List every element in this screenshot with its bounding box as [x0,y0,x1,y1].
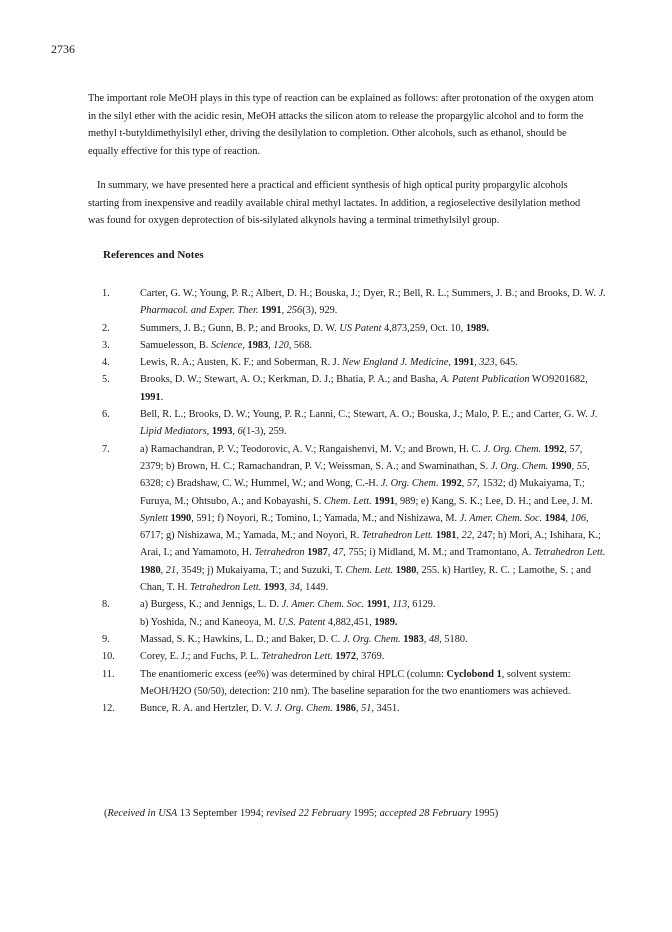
reference-text: a) Ramachandran, P. V.; Teodorovic, A. V.; Rangaishenvi, M. V.; and Brown, H. C. J. Org. Chem. 1992, 57, 2379; b) Brown, H. C.; Ramachandran, P. V.; Weissman, S. A.; and Swaminathan, S. J. Org. Chem. 1990, 55, 6328; c) Bradshaw, C. W.; Hummel, W.; and Wong, C.-H. J. Org. Chem. 1992, 57, 1532; d) Mukaiyama, T.; Furuya, M.; Ohtsubo, A.; and Kobayashi, S. Chem. Lett. 1991, 989; e) Kang, S. K.; Lee, D. H.; and Lee, J. M. Synlett 1990, 591; f) Noyori, R.; Tomino, I.; Yamada, M.; and Nishizawa, M. J. Amer. Chem. Soc. 1984, 106, 6717; g) Nishizawa, M.; Yamada, M.; and Noyori, R. Tetrahedron Lett. 1981, 22, 247; h) Mori, A.; Ishihara, K.; Arai, I.; and Yamamoto, H. Tetrahedron 1987, 47, 755; i) Midland, M. M.; and Tramontano, A. Tetrahedron Lett. 1980, 21, 3549; j) Mukaiyama, T.; and Suzuki, T. Chem. Lett. 1980, 255. k) Hartley, R. C. ; Lamothe, S. ; and Chan, T. H. Tetrahedron Lett. 1993, 34, 1449. [140,443,606,594]
reference-number: 1. [102,288,110,299]
reference-number: 11. [102,668,115,680]
reference-text: Carter, G. W.; Young, P. R.; Albert, D. H.; Bouska, J.; Dyer, R.; Bell, R. L.; Summers, J. B.; and Brooks, D. W. J. Pharmacol. and Exper. Ther. 1991, 256(3), 929. [140,288,606,317]
reference-text: Summers, J. B.; Gunn, B. P.; and Brooks, D. W. US Patent 4,873,259, Oct. 10, 1989. [140,322,489,334]
reference-number: 3. [102,339,110,351]
accepted-year: 1995) [473,808,499,819]
revised-label: revised [266,808,296,819]
reference-number: 8. [102,599,110,611]
accepted-label: accepted [379,808,417,819]
received-date: 13 September [179,808,238,819]
received-line [104,808,498,819]
reference-item [88,596,608,631]
reference-text: Corey, E. J.; and Fuchs, P. L. Tetrahedron Lett. 1972, 3769. [140,651,385,663]
reference-item [88,631,608,648]
reference-item [88,371,608,406]
reference-number: 9. [102,633,110,645]
references-list [88,285,608,717]
body-paragraph-1: The important role MeOH plays in this type of reaction can be explained as follows: after protonation of the oxygen atom in the silyl ether with the acidic resin, MeOH attacks the silicon atom to release the propargylic alcohol and to form the methyl t-butyldimethylsilyl ether, driving the desilylation to completion. Other alcohols, such as ethanol, should be equally effective for this type of reaction. [88,93,594,157]
reference-text: Bunce, R. A. and Hertzler, D. V. J. Org. Chem. 1986, 51, 3451. [140,703,400,715]
reference-item [88,441,608,597]
reference-item [88,285,608,320]
reference-text: Lewis, R. A.; Austen, K. F.; and Soberman, R. J. New England J. Medicine, 1991, 323, 645. [140,357,518,369]
reference-number: 12. [102,703,115,715]
reference-number: 7. [102,443,110,455]
reference-text: Brooks, D. W.; Stewart, A. O.; Kerkman, D. J.; Bhatia, P. A.; and Basha, A. Patent Publication WO9201682, 1991. [140,374,588,403]
reference-number: 6. [102,409,110,421]
reference-number: 2. [102,322,110,334]
reference-item [88,406,608,441]
reference-item [88,337,608,354]
reference-number: 5. [102,374,110,386]
reference-text: a) Burgess, K.; and Jennigs, L. D. J. Amer. Chem. Soc. 1991, 113, 6129. b) Yoshida, N.; and Kaneoya, M. U.S. Patent 4,882,451, 1989. [140,599,436,628]
received-label: Received in USA [107,808,178,819]
reference-text: The enantiomeric excess (ee%) was determined by chiral HPLC (column: Cyclobond 1, solvent system: MeOH/H2O (50/50), detection: 210 nm). The baseline separation for the two enantiomers was achieved. [140,668,571,697]
reference-number: 4. [102,357,110,369]
revised-year: 1995; [353,808,377,819]
received-open: ( [104,808,108,819]
accepted-date: 28 February [419,808,472,819]
reference-item [88,648,608,665]
reference-text: Samuelesson, B. Science, 1983, 120, 568. [140,339,312,351]
reference-text: Bell, R. L.; Brooks, D. W.; Young, P. R.; Lanni, C.; Stewart, A. O.; Bouska, J.; Malo, P. E.; and Carter, G. W. J. Lipid Mediators, 1993, 6(1-3), 259. [140,409,598,438]
reference-item [88,354,608,371]
received-year: 1994; [239,808,264,819]
reference-item [88,666,608,701]
reference-item [88,320,608,337]
body-paragraph-2: In summary, we have presented here a practical and efficient synthesis of high optical purity propargylic alcohols starting from inexpensive and readily available chiral methyl lactates. In addition, a regioselective desilylation method was found for oxygen deprotection of bis-silylated alkynols having a terminal trimethylsilyl group. [88,180,581,227]
page-number: 2736 [51,42,75,56]
reference-text: Massad, S. K.; Hawkins, L. D.; and Baker, D. C. J. Org. Chem. 1983, 48, 5180. [140,633,468,645]
revised-date: 22 February [298,808,351,819]
reference-item [88,700,608,717]
references-heading: References and Notes [103,249,204,261]
reference-number: 10. [102,651,115,663]
